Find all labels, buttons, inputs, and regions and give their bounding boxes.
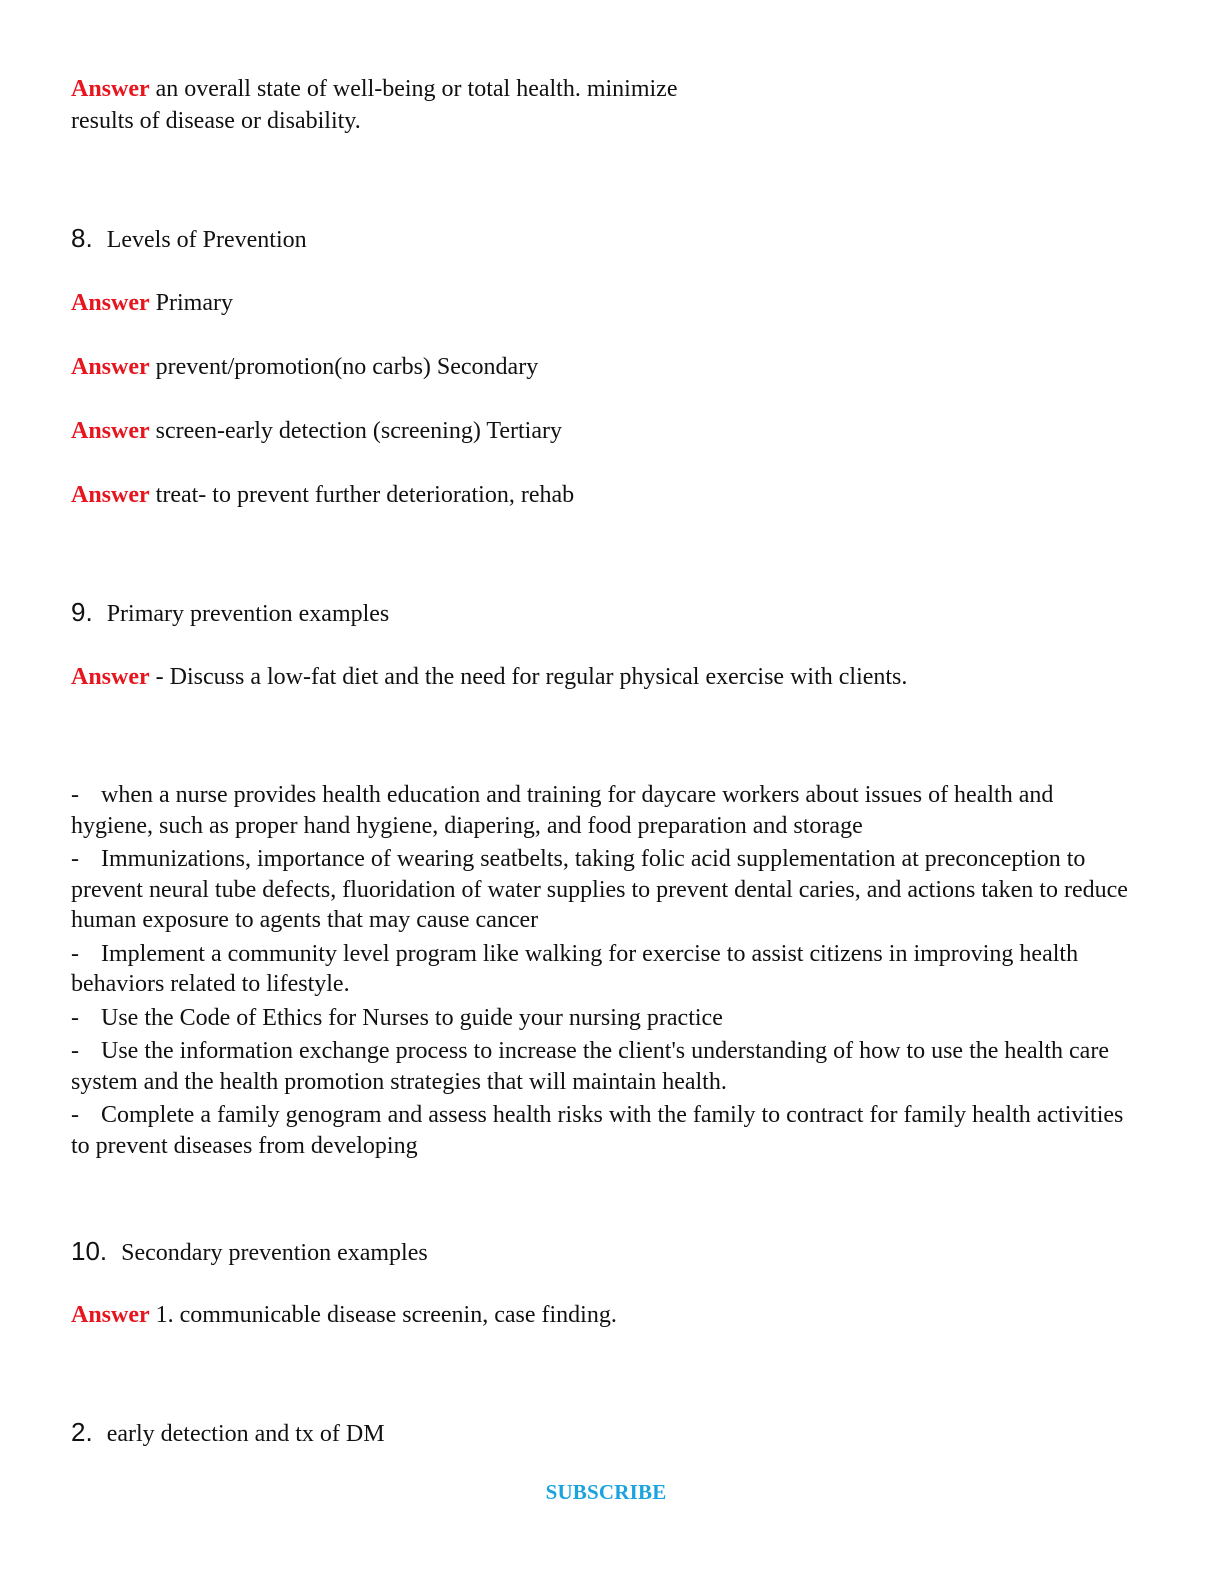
list-item-text: Use the information exchange process to increase the client's understanding of how to use the health care system and the health promotion strategies that will maintain health. (71, 1038, 1109, 1095)
answer-text: 1. communicable disease screenin, case finding. (155, 1302, 617, 1328)
answer-label: Answer (71, 290, 150, 316)
answer-label: Answer (71, 664, 150, 690)
list-item (71, 939, 1131, 1000)
primary-prevention-list (71, 780, 1131, 1164)
bullet-dash: - (71, 782, 79, 808)
list-item-text: Immunizations, importance of wearing seatbelts, taking folic acid supplementation at preconception to prevent neural tube defects, fluoridation of water supplies to prevent dental caries, and actions taken to reduce human exposure to agents that may cause cancer (71, 846, 1128, 933)
list-item-text: Implement a community level program like walking for exercise to assist citizens in improving health behaviors related to lifestyle. (71, 940, 1079, 997)
question-9 (71, 597, 389, 629)
bullet-dash: - (71, 940, 79, 967)
answer-label: Answer (71, 418, 150, 444)
bullet-dash: - (71, 846, 79, 872)
question-number: 10. (71, 1236, 108, 1266)
answer-text: treat- to prevent further deterioration, rehab (155, 482, 575, 508)
answer-text: an overall state of well-being or total health. minimize (155, 76, 678, 102)
question-number: 8. (71, 223, 93, 253)
answer-label: Answer (71, 1302, 150, 1328)
question-text: Levels of Prevention (106, 227, 307, 253)
question-8 (71, 223, 307, 255)
q8-answer-4 (71, 480, 574, 510)
question-10 (71, 1236, 428, 1268)
list-item (71, 844, 1131, 936)
answer-text: Primary (155, 290, 233, 316)
answer-label: Answer (71, 482, 150, 508)
bullet-dash: - (71, 1102, 79, 1128)
bullet-dash: - (71, 1038, 79, 1064)
q9-answer (71, 662, 907, 692)
answer-text: - Discuss a low-fat diet and the need for regular physical exercise with clients. (155, 664, 908, 690)
answer-label: Answer (71, 76, 150, 102)
answer-text: prevent/promotion(no carbs) Secondary (155, 354, 539, 380)
q8-answer-2 (71, 352, 538, 382)
question-number: 9. (71, 597, 93, 627)
intro-answer (71, 74, 677, 104)
list-item (71, 1003, 1131, 1034)
bullet-dash: - (71, 1004, 79, 1031)
q8-answer-1 (71, 288, 233, 318)
list-item (71, 1100, 1131, 1161)
q10-answer (71, 1300, 617, 1330)
intro-answer-continued (71, 106, 361, 136)
list-item-text: Complete a family genogram and assess health risks with the family to contract for family health activities to prevent diseases from developing (71, 1102, 1124, 1159)
question-text: Secondary prevention examples (121, 1240, 428, 1266)
list-item-text: when a nurse provides health education and training for daycare workers about issues of health and hygiene, such as proper hand hygiene, diapering, and food preparation and storage (71, 782, 1054, 839)
question-text: Primary prevention examples (106, 601, 390, 627)
question-text: early detection and tx of DM (106, 1421, 385, 1447)
question-2 (71, 1417, 385, 1449)
subscribe-link[interactable]: SUBSCRIBE (545, 1480, 667, 1504)
list-item-text: Use the Code of Ethics for Nurses to guide your nursing practice (101, 1004, 723, 1031)
question-number: 2. (71, 1417, 93, 1447)
answer-text: results of disease or disability. (71, 108, 361, 134)
q8-answer-3 (71, 416, 562, 446)
list-item (71, 780, 1131, 841)
answer-label: Answer (71, 354, 150, 380)
answer-text: screen-early detection (screening) Tertiary (155, 418, 562, 444)
list-item (71, 1036, 1131, 1097)
